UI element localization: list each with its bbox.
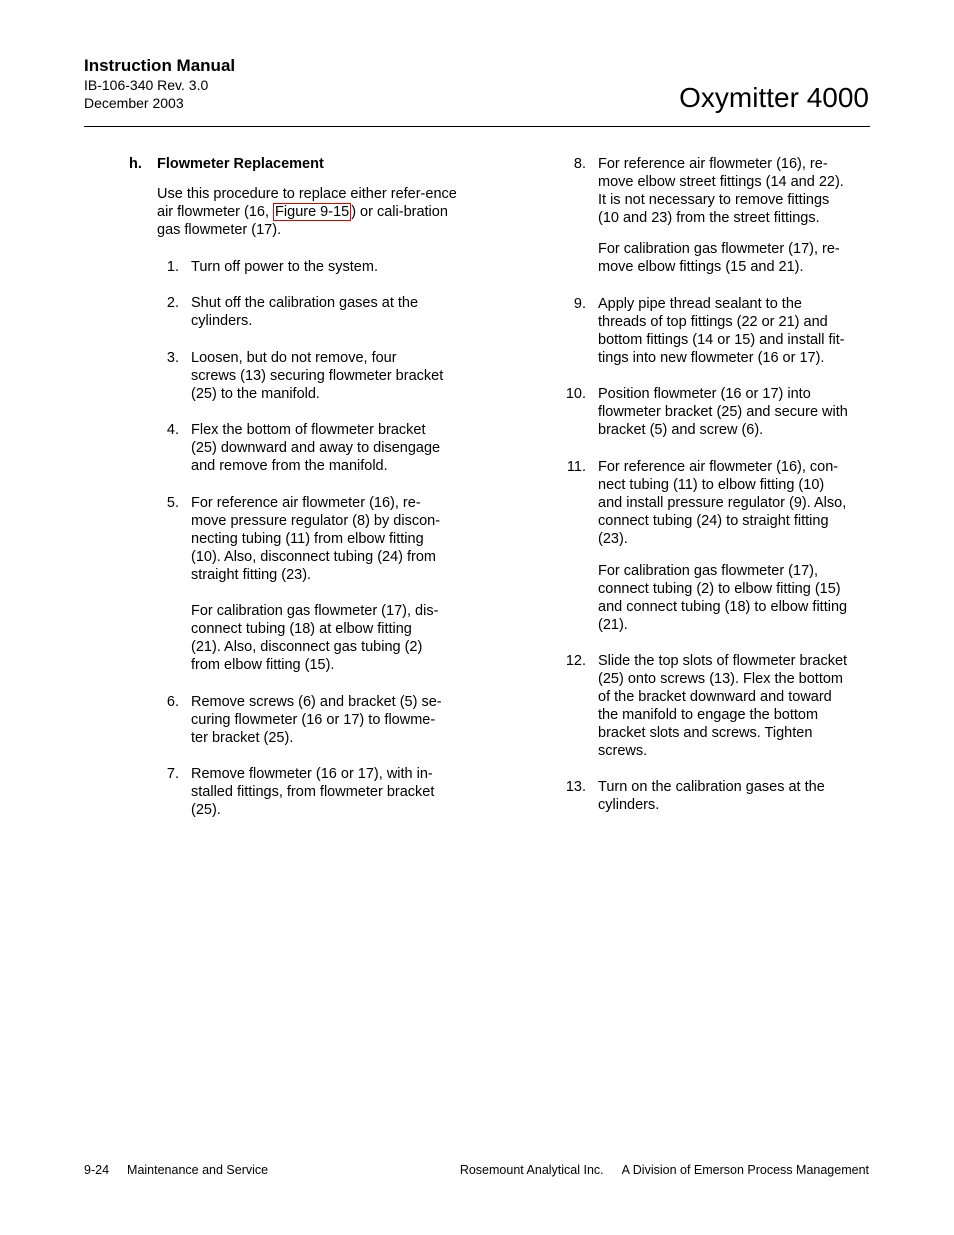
step-line: (23). (598, 531, 628, 547)
step-line: For calibration gas flowmeter (17), re- (598, 241, 840, 257)
step-line: Remove flowmeter (16 or 17), with in- (191, 766, 433, 782)
step-line: For calibration gas flowmeter (17), dis- (191, 603, 439, 619)
section-letter: h. (129, 156, 142, 172)
step-line: For reference air flowmeter (16), re- (598, 156, 828, 172)
section-title: Flowmeter Replacement (157, 156, 324, 172)
footer-section-name: Maintenance and Service (127, 1163, 269, 1177)
step-text (191, 294, 471, 330)
figure-link[interactable]: Figure 9-15 (275, 204, 350, 220)
step-line: bottom fittings (14 or 15) and install fit- (598, 332, 845, 348)
footer-company: Rosemount Analytical Inc. (459, 1163, 604, 1177)
step-line: For reference air flowmeter (16), con- (598, 459, 839, 475)
step-text (191, 258, 471, 276)
step-line: Apply pipe thread sealant to the (598, 296, 802, 312)
step-line: straight fitting (23). (191, 567, 312, 583)
step-line: (21). Also, disconnect gas tubing (2) (191, 639, 423, 655)
step-number: 2. (166, 295, 179, 311)
step-number: 5. (166, 495, 179, 511)
step-text (598, 155, 872, 227)
step-line: Flex the bottom of flowmeter bracket (191, 422, 426, 438)
doc-date: December 2003 (84, 95, 184, 111)
step-line: For reference air flowmeter (16), re- (191, 495, 421, 511)
step-text (598, 295, 872, 367)
section-intro (157, 185, 457, 239)
intro-text-end: ) or cali-bration gas flowmeter (17). (157, 204, 448, 238)
step-line: Turn on the calibration gases at the (598, 779, 825, 795)
step-line: connect tubing (24) to straight fitting (598, 513, 829, 529)
step-line: bracket (5) and screw (6). (598, 422, 764, 438)
step-line: Shut off the calibration gases at the (191, 295, 419, 311)
step-line: (25). (191, 802, 221, 818)
step-text (598, 458, 872, 548)
step-line: connect tubing (2) to elbow fitting (15) (598, 581, 841, 597)
step-line: It is not necessary to remove fittings (598, 192, 830, 208)
step-number: 3. (166, 350, 179, 366)
step-line: (10 and 23) from the street fittings. (598, 210, 820, 226)
step-text (191, 765, 471, 819)
step-text-continuation (598, 240, 872, 276)
step-number: 7. (166, 766, 179, 782)
step-line: ter bracket (25). (191, 730, 294, 746)
step-line: necting tubing (11) from elbow fitting (191, 531, 424, 547)
footer-left (84, 1163, 268, 1177)
step-number: 1. (166, 259, 179, 275)
step-line: flowmeter bracket (25) and secure with (598, 404, 848, 420)
step-line: Slide the top slots of flowmeter bracket (598, 653, 848, 669)
step-number: 12. (565, 653, 586, 669)
intro-text-start: Use this procedure to replace either refer-ence air flowmeter (16, (157, 186, 457, 220)
step-number: 9. (573, 296, 586, 312)
step-line: of the bracket downward and toward (598, 689, 832, 705)
footer-right (460, 1163, 869, 1177)
step-line: move elbow fittings (15 and 21). (598, 259, 804, 275)
step-text (598, 652, 872, 760)
step-line: the manifold to engage the bottom (598, 707, 819, 723)
step-number: 4. (166, 422, 179, 438)
step-text (191, 494, 471, 584)
step-line: tings into new flowmeter (16 or 17). (598, 350, 825, 366)
step-line: cylinders. (191, 313, 253, 329)
step-line: move elbow street fittings (14 and 22). (598, 174, 844, 190)
step-line: cylinders. (598, 797, 660, 813)
step-text (191, 421, 471, 475)
step-number: 8. (573, 156, 586, 172)
step-line: Loosen, but do not remove, four (191, 350, 397, 366)
step-line: screws (13) securing flowmeter bracket (191, 368, 444, 384)
step-text-continuation (598, 562, 872, 634)
step-line: (25) onto screws (13). Flex the bottom (598, 671, 843, 687)
page-number: 9-24 (84, 1163, 110, 1177)
step-line: curing flowmeter (16 or 17) to flowme- (191, 712, 436, 728)
step-text (191, 349, 471, 403)
header-divider (84, 126, 870, 127)
step-line: stalled fittings, from flowmeter bracket (191, 784, 435, 800)
step-line: nect tubing (11) to elbow fitting (10) (598, 477, 825, 493)
step-line: connect tubing (18) at elbow fitting (191, 621, 412, 637)
step-line: and remove from the manifold. (191, 458, 388, 474)
step-line: screws. (598, 743, 648, 759)
step-text (598, 385, 872, 439)
doc-number: IB-106-340 Rev. 3.0 (84, 77, 209, 93)
step-line: (25) downward and away to disengage (191, 440, 441, 456)
step-line: For calibration gas flowmeter (17), (598, 563, 818, 579)
step-text (598, 778, 872, 814)
step-line: move pressure regulator (8) by discon- (191, 513, 441, 529)
step-line: (25) to the manifold. (191, 386, 320, 402)
step-line: bracket slots and screws. Tighten (598, 725, 813, 741)
step-text-continuation (191, 602, 471, 674)
step-line: and connect tubing (18) to elbow fitting (598, 599, 848, 615)
step-number: 10. (565, 386, 586, 402)
step-number: 13. (565, 779, 586, 795)
doc-title: Instruction Manual (84, 56, 236, 75)
step-line: threads of top fittings (22 or 21) and (598, 314, 828, 330)
step-line: Position flowmeter (16 or 17) into (598, 386, 811, 402)
step-number: 6. (166, 694, 179, 710)
step-line: and install pressure regulator (9). Also, (598, 495, 847, 511)
product-title: Oxymitter 4000 (679, 82, 869, 113)
step-line: from elbow fitting (15). (191, 657, 335, 673)
footer-division: A Division of Emerson Process Management (621, 1163, 869, 1177)
step-line: (21). (598, 617, 628, 633)
step-line: Turn off power to the system. (191, 259, 378, 275)
step-text (191, 693, 471, 747)
step-line: Remove screws (6) and bracket (5) se- (191, 694, 442, 710)
step-number: 11. (566, 459, 586, 475)
step-line: (10). Also, disconnect tubing (24) from (191, 549, 437, 565)
